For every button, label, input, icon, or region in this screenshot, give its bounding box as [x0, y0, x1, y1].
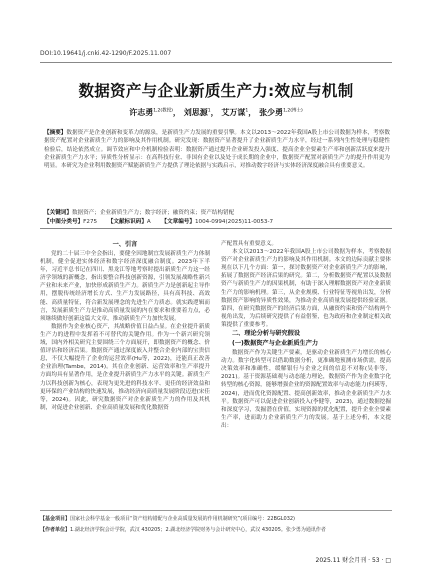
page-footer: 2025.11 财会月刊 · 53 · □	[315, 557, 391, 564]
clc-value: F275	[83, 219, 98, 225]
keywords	[44, 208, 390, 216]
body-paragraph: 数据资产作为关键生产要素，是驱动企业新质生产力增长的核心动力。数字化转型可以借助数据分析，更准确地预测市场供需，提高决策效率和准确性，缓解银行与企业之间的信息不对称(吴非等，2021)。基于资源基础观与动态能力理论，数据资产作为企业数字化转型的核心资源，能够增强企业的资源配置效率与动态能力(何瑛等，2024)，进而优化资源配置、提高创新效率，推动企业新质生产力水平。数据资产可以促进企业创新投入(李健等，2023)，通过数据挖掘和深度学习，发掘潜在价值，实现资源的优化配置，提升企业全要素生产率，进而助力企业新质生产力的发展。基于上述分析，本文提出：	[221, 350, 391, 429]
abstract-line: 分析显示：在高科技行业、非国有企业以及处于成长期的企业中，数据资产配置对新质生产力的提升作用更为明显。	[44, 154, 390, 170]
author-name: 张少勇	[259, 108, 284, 117]
body-paragraph: 数据作为企业核心资产，其战略价值日益凸显。在企业提升新质生产力的进程中发挥着不可替代的关键作用。作为一个新兴研究领域，国内外相关研究主要围绕三个方面展开，即数据资产的概念、价值评估和经济后果。数据资产通过深度嵌入并整合企业内部的宝贵信息，不仅大幅提升了企业的运营效率(Hu等，2022)，还能真正改善企业治理(Tambe，2014)。其在企业创新、运营效率和生产率提升方面均具有显著作用，是企业提升新质生产力水平的关键。新质生产力以科技创新为核心，表现为更先进的科技水平、更佳的经济效益和更环保的产业结构的快速发展，推动经济向高质量发展阶段迈进(宋佳等，2024)。因此，研究数据资产对企业新质生产力的作用及其机制，对促进企业创新、企业高质量发展和优化数据资	[40, 323, 210, 411]
author-separator: ，	[248, 108, 257, 117]
body-paragraph: 产配置具有重要意义。	[221, 241, 277, 247]
author-name: 刘思源	[183, 108, 208, 117]
doc-code-label: 【文献标识码】	[107, 219, 147, 225]
body-paragraph: 本文以2013～2022年我国A股上市公司数据为样本，考察数据资产对企业新质生产力的影响及其作用机制。本文的边际贡献主要体现在以下几个方面：第一，探讨数据资产对企业新质生产力的影响，拓展了数据资产经济后果的研究。第二，分析数据资产配置以及数据资产与新质生产力的因果机制，有助于深入理解数据资产对企业新质生产力的影响机理。第三，从企业规模、行业特征等视角出发，分析数据资产影响的异质性效果，为推动企业高质量发展提供经验证据。第四，在研究数据资产的经济后果方面，从融资约束和资产结构两个视角出发，为后续研究提供了有益借鉴，也为政府和企业制定相关政策提供了重要参考。	[221, 249, 391, 328]
classification-line	[44, 217, 390, 225]
author-name: 许志勇	[129, 108, 154, 117]
abstract-line: 明：数据资产通过提升企业研发投入强度、提高企业全要素生产率和创新活跃度来提升企业新质生产力水平；异质性	[44, 146, 390, 161]
author-note-text: 1.湖北经济学院会计学院，武汉 430205；2.湖北经济学院财务与会计研究中心，武汉 430205。张少勇为通讯作者	[70, 527, 326, 533]
fund-note-text: 国家社会科学基金一般项目“资产结构错配与企业高质量发展的作用机制研究”(项目编号：22BGL032)	[70, 516, 296, 522]
author-affil: 1	[207, 108, 211, 114]
keywords-label: 【关键词】	[44, 210, 72, 216]
doi: DOI:10.19641/j.cnki.42-1290/F.2025.11.007	[40, 50, 172, 57]
section-heading: 一、引言	[112, 241, 138, 248]
right-column	[221, 240, 391, 430]
abstract-line: 升了企业新质生产力水平，经过一系列内生性处理与稳健性检验后，结论依然成立。调节效应和中介机制检验表	[44, 138, 390, 153]
header-rule	[40, 62, 392, 63]
paper-title: 数据资产与企业新质生产力:效应与机制	[78, 82, 354, 100]
article-no-value: 1004-0994(2025)11-0053-7	[195, 219, 274, 225]
abstract-line: 数据资产是企业创新和变革力的源泉，是新质生产力发展的重要引擎。本文以2013～2022年我国A	[66, 130, 312, 136]
author-separator: ，	[172, 108, 181, 117]
left-column	[40, 240, 210, 412]
abstract	[44, 129, 390, 170]
doc-code-value: A	[146, 219, 151, 225]
author-separator: ，	[210, 108, 219, 117]
footnote-rule	[40, 510, 392, 511]
author-affiliation-note	[40, 526, 392, 533]
article-no-label: 【文章编号】	[161, 219, 195, 225]
fund-note-label: 【基金项目】	[40, 516, 71, 522]
author-affil: 1,2(教授)	[153, 108, 173, 114]
section-heading: 二、理论分析与研究假设	[232, 330, 301, 338]
author-name: 艾万谋	[221, 108, 246, 117]
abstract-line: 有重要意义。	[334, 163, 369, 170]
author-affil: 1	[245, 108, 249, 114]
subsection-heading: (一)数据资产与企业新质生产力	[232, 340, 319, 348]
keywords-text: 数据资产；企业新质生产力；数字经济；融资约束；资产结构错配	[71, 210, 235, 216]
abstract-rule	[40, 228, 392, 229]
author-note-label: 【作者单位】	[40, 527, 71, 533]
abstract-line: 本研究为企业利用数据资产赋能新质生产力提供了理论依据与实践启示，对推动数字经济与实体经济深度融合具	[60, 163, 335, 170]
clc-label: 【中图分类号】	[44, 219, 84, 225]
fund-note	[40, 515, 392, 522]
abstract-line: 股上市公司数据为样本，考察数据资产配置对企业新质生产力的影响及其作用机制。研究发现：数据资产显著提	[44, 130, 390, 145]
body-paragraph: 党的二十届三中全会指出，要健全因地制宜发展新质生产力体制机制，健全促进实体经济和数字经济深度融合制度。2023年下半年，习近平总书记在四川、黑龙江等地考察时提出新质生产力这一经济学领域的新概念，指出要整合科技创新资源，引领发展战略性新兴产业和未来产业，加快形成新质生产力。新质生产力是创新起主导作用，摆脱传统经济增长方式、生产力发展路径，具有高科技、高效能、高质量特征，符合新发展理念的先进生产力质态。就实践逻辑而言，发展新质生产力是推动高质量发展的内在要求和重要着力点，必须继续做好创新这篇大文章，推动新质生产力加快发展。	[40, 251, 210, 322]
abstract-label: 【摘要】	[44, 130, 67, 136]
author-list	[40, 107, 392, 118]
author-affil: 1,2(博士)	[283, 108, 303, 114]
